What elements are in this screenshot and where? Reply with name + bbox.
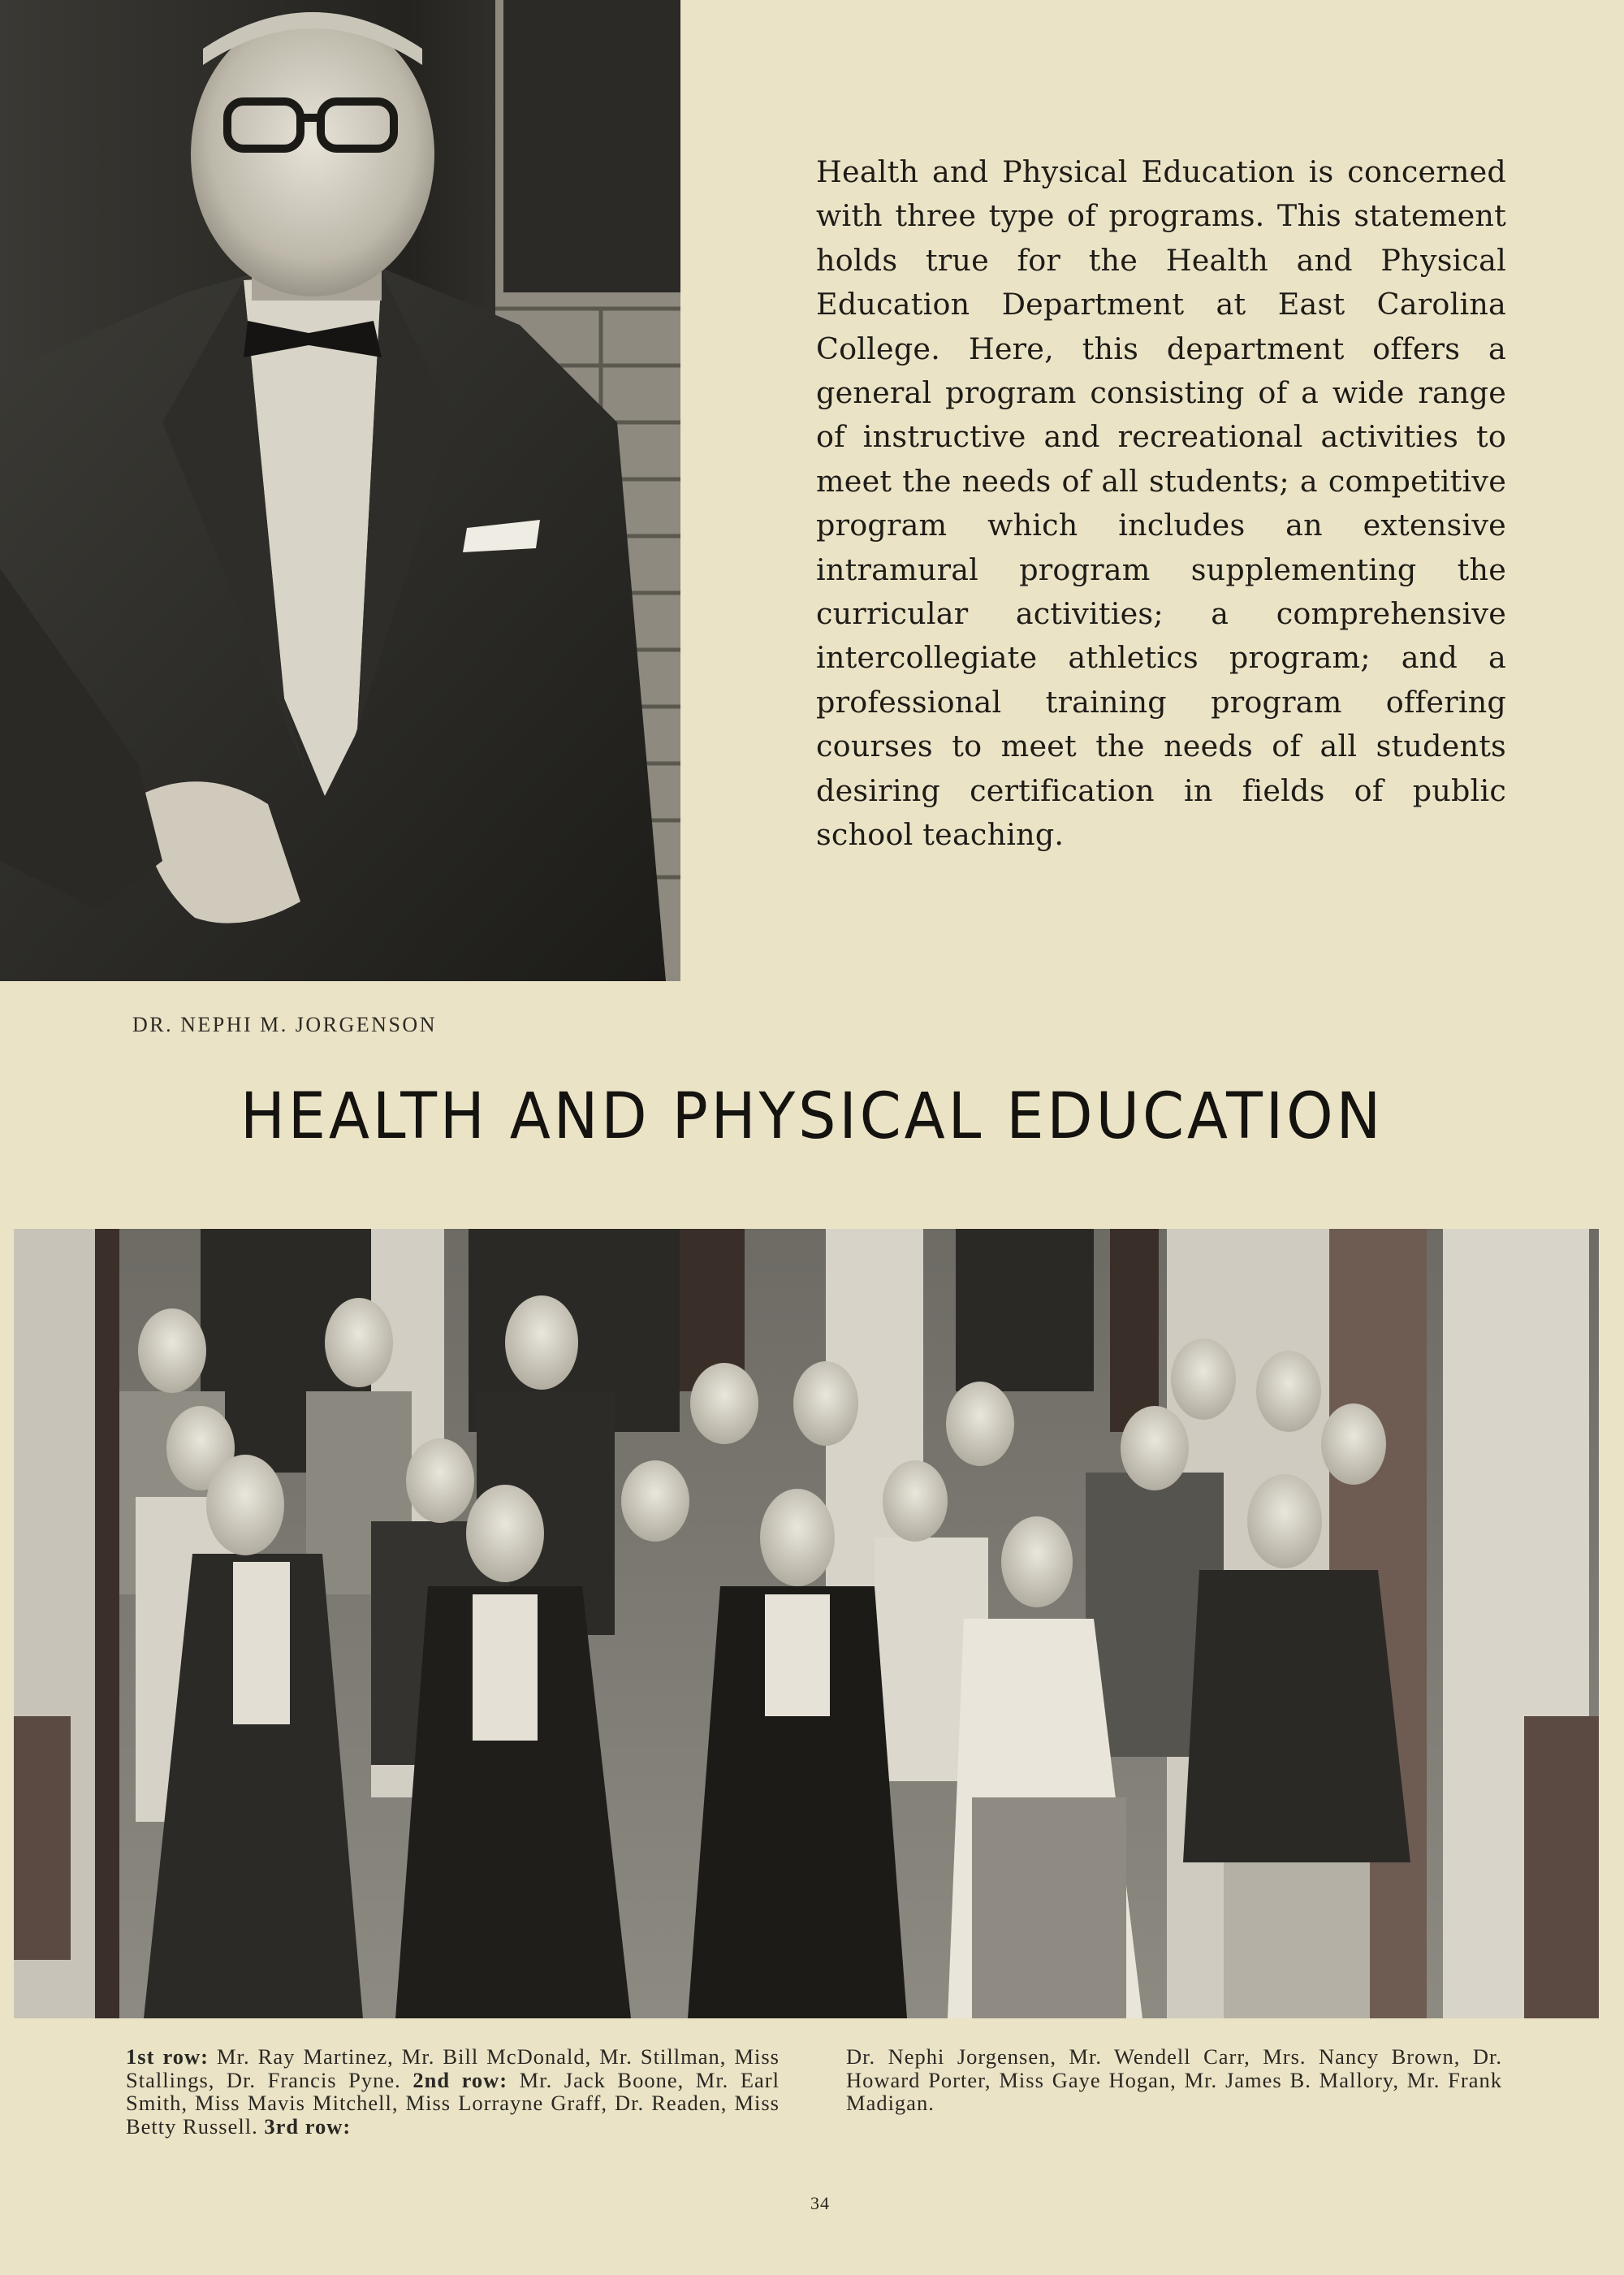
row2-label: 2nd row: — [412, 2067, 508, 2092]
row3-names: Dr. Nephi Jorgensen, Mr. Wendell Carr, Mrs. Nancy Brown, Dr. Howard Porter, Miss Gaye Hogan, Mr. James B. Mallory, Mr. Frank Madigan. — [846, 2044, 1502, 2116]
intro-paragraph: Health and Physical Education is concerned with three type of programs. This statement holds true for the Health and Physical Education Department at East Carolina College. Here, this department offers a general program consisting of a wide range of instructive and recreational activities to meet the needs of all students; a competitive program which includes an extensive intramural program supplementing the curricular activities; a comprehensive intercollegiate athletics program; and a professional training program offering courses to meet the needs of all students desiring certification in fields of public school teaching. — [816, 154, 1506, 853]
group-photo — [14, 1229, 1599, 2018]
group-caption-right — [846, 2045, 1502, 2115]
group-caption-left — [126, 2045, 780, 2138]
row1-names: Mr. Ray Martinez, Mr. Bill McDonald, Mr. Stillman, Miss Stallings, Dr. Francis Pyne. — [126, 2044, 780, 2092]
row2-names: Mr. Jack Boone, Mr. Earl Smith, Miss Mavis Mitchell, Miss Lorrayne Graff, Dr. Readen, Miss Betty Russell. — [126, 2067, 780, 2139]
row1-label: 1st row: — [126, 2044, 209, 2069]
portrait-caption: DR. NEPHI M. JORGENSON — [132, 1013, 437, 1036]
portrait-photo — [0, 0, 680, 981]
section-title: HEALTH AND PHYSICAL EDUCATION — [240, 1080, 1384, 1153]
page-number: 34 — [810, 2193, 830, 2213]
row3-label: 3rd row: — [264, 2113, 352, 2139]
